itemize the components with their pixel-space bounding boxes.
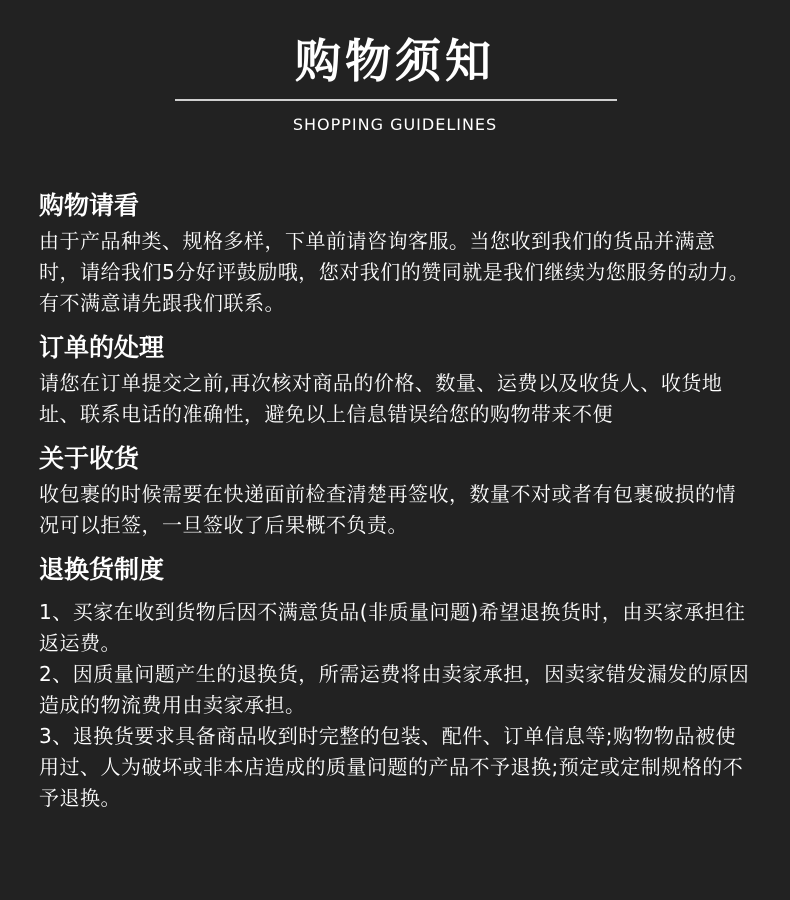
- page-title: 购物须知: [295, 34, 495, 88]
- section-body: [39, 226, 754, 319]
- section-receiving: [39, 442, 754, 541]
- return-rule-3: 3、退换货要求具备商品收到时完整的包装、配件、订单信息等;购物物品被使用过、人为破坏或非本店造成的质量问题的产品不予退换;预定或定制规格的不予退换。: [39, 724, 744, 810]
- section-body: [39, 597, 754, 814]
- section-body: [39, 479, 754, 541]
- section-title: 关于收货: [39, 444, 140, 473]
- page-header: [0, 0, 790, 140]
- section-return-policy: [39, 553, 754, 814]
- section-paragraph: 收包裹的时候需要在快递面前检查清楚再签收，数量不对或者有包裹破损的情况可以拒签，一旦签收了后果概不负责。: [39, 482, 736, 537]
- return-rule-2: 2、因质量问题产生的退换货，所需运费将由卖家承担，因卖家错发漏发的原因造成的物流费用由卖家承担。: [39, 662, 750, 717]
- section-paragraph: 请您在订单提交之前,再次核对商品的价格、数量、运费以及收货人、收货地址、联系电话的准确性，避免以上信息错误给您的购物带来不便: [39, 371, 723, 426]
- page-subtitle: SHOPPING GUIDELINES: [292, 115, 498, 134]
- section-paragraph: 由于产品种类、规格多样，下单前请咨询客服。当您收到我们的货品并满意时，请给我们5分好评鼓励哦，您对我们的赞同就是我们继续为您服务的动力。有不满意请先跟我们联系。: [39, 229, 750, 315]
- section-order-processing: [39, 331, 754, 430]
- title-divider: [175, 99, 617, 101]
- guidelines-content: [39, 189, 754, 826]
- section-shopping-notice: [39, 189, 754, 319]
- return-rule-1: 1、买家在收到货物后因不满意货品(非质量问题)希望退换货时，由买家承担往返运费。: [39, 600, 746, 655]
- section-title: 退换货制度: [39, 555, 165, 584]
- section-title: 购物请看: [39, 191, 140, 220]
- section-body: [39, 368, 754, 430]
- section-title: 订单的处理: [39, 333, 165, 362]
